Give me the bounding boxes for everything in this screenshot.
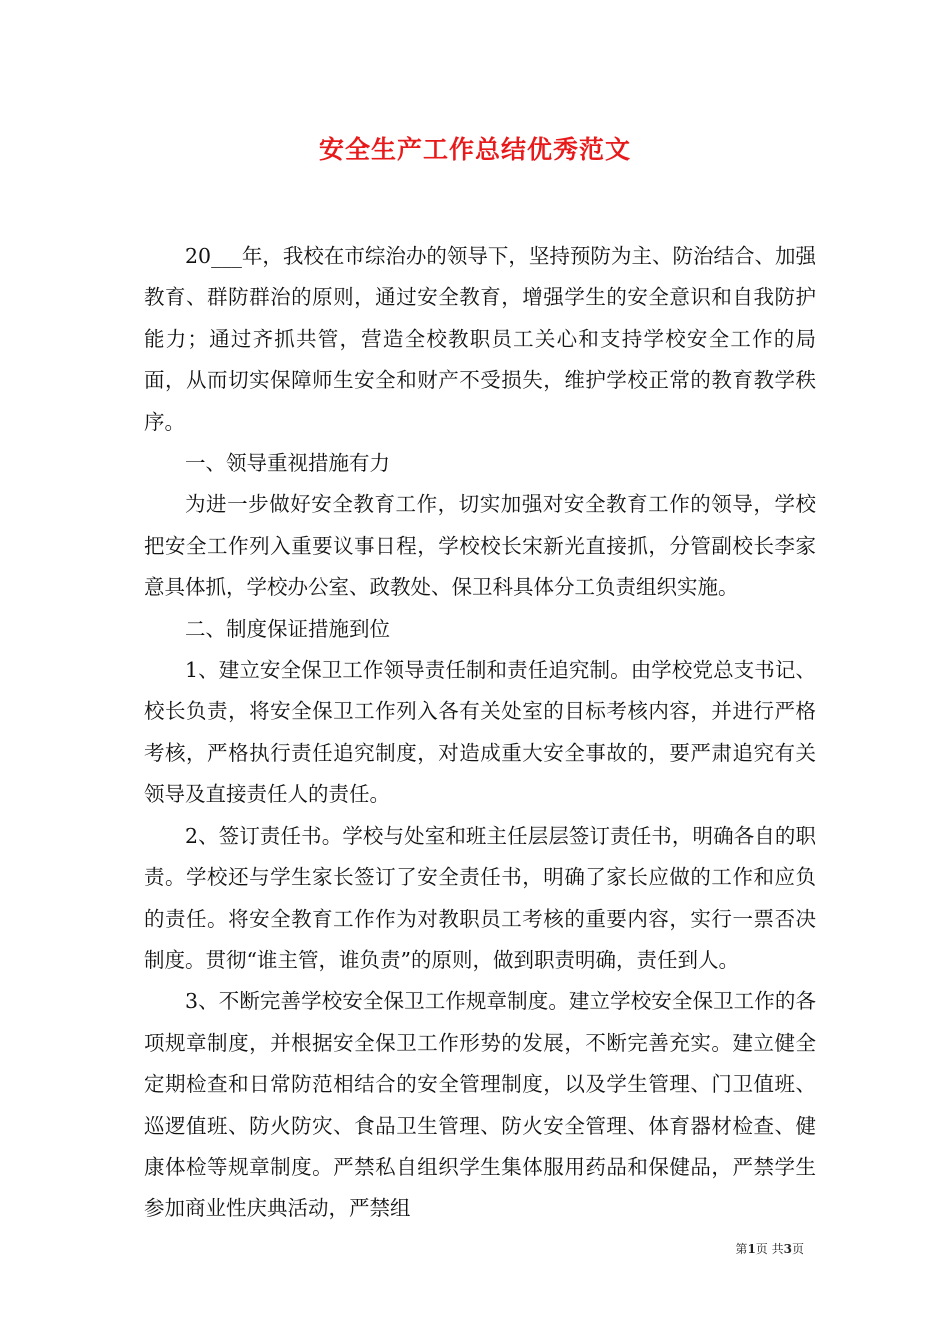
section-heading-1: 一、领导重视措施有力 [185, 451, 390, 476]
paragraph-item-1: 1、建立安全保卫工作领导责任制和责任追究制。由学校党总支书记、校长负责，将安全保卫工作列入各有关处室的目标考核内容，并进行严格考核，严格执行责任追究制度，对造成重大安全事故的，要严肃追究有关领导及直接责任人的责任。 [144, 658, 816, 807]
document-body [144, 236, 816, 1230]
section-heading-2: 二、制度保证措施到位 [185, 616, 390, 641]
paragraph-intro: 20___年，我校在市综治办的领导下，坚持预防为主、防治结合、加强教育、群防群治的原则，通过安全教育，增强学生的安全意识和自我防护能力；通过齐抓共管，营造全校教职员工关心和支持学校安全工作的局面，从而切实保障师生安全和财产不受损失，维护学校正常的教育教学秩序。 [144, 244, 816, 434]
footer-current-page: 1 [747, 1242, 756, 1256]
footer-suffix: 页 [791, 1242, 804, 1256]
footer-total-pages: 3 [783, 1242, 792, 1256]
footer-prefix: 第 [735, 1242, 748, 1256]
paragraph-item-2: 2、签订责任书。学校与处室和班主任层层签订责任书，明确各自的职责。学校还与学生家长签订了安全责任书，明确了家长应做的工作和应负的责任。将安全教育工作作为对教职员工考核的重要内容，实行一票否决制度。贯彻“谁主管，谁负责”的原则，做到职责明确，责任到人。 [144, 823, 816, 972]
footer-middle: 页 共 [755, 1242, 784, 1256]
paragraph-item-3: 3、不断完善学校安全保卫工作规章制度。建立学校安全保卫工作的各项规章制度，并根据安全保卫工作形势的发展，不断完善充实。建立健全定期检查和日常防范相结合的安全管理制度，以及学生管理、门卫值班、巡逻值班、防火防灾、食品卫生管理、防火安全管理、体育器材检查、健康体检等规章制度。严禁私自组织学生集体服用药品和保健品，严禁学生参加商业性庆典活动，严禁组 [144, 989, 816, 1221]
page-number-footer [735, 1241, 804, 1257]
document-title: 安全生产工作总结优秀范文 [318, 135, 631, 164]
paragraph-leadership: 为进一步做好安全教育工作，切实加强对安全教育工作的领导，学校把安全工作列入重要议事日程，学校校长宋新光直接抓，分管副校长李家意具体抓，学校办公室、政教处、保卫科具体分工负责组织实施。 [144, 492, 816, 600]
